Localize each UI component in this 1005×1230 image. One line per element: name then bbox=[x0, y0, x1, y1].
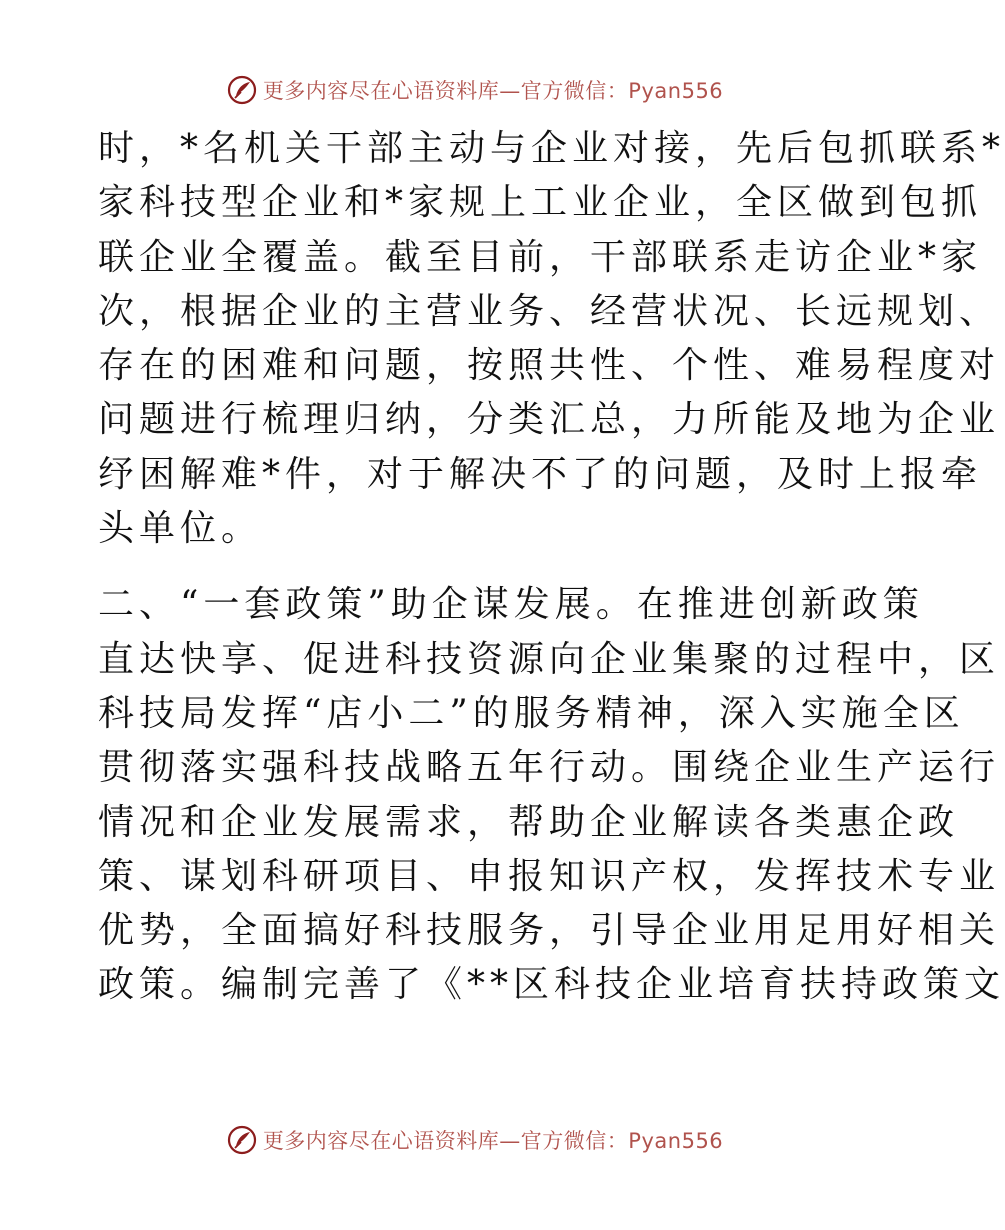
footer-banner bbox=[0, 1120, 950, 1160]
text-line: 直达快享、促进科技资源向企业集聚的过程中，区 bbox=[98, 638, 1001, 680]
brand-logo-icon bbox=[227, 1125, 257, 1155]
paragraph bbox=[98, 578, 1005, 1012]
text-line: 头单位。 bbox=[98, 508, 263, 550]
text-line: 联企业全覆盖。截至目前，干部联系走访企业*家 bbox=[98, 236, 983, 278]
text-line: 二、“一套政策”助企谋发展。在推进创新政策 bbox=[98, 584, 924, 626]
text-line: 存在的困难和问题，按照共性、个性、难易程度对 bbox=[98, 345, 1001, 387]
header-banner bbox=[0, 70, 950, 110]
document-body bbox=[98, 122, 1005, 1013]
footer-banner-text: 更多内容尽在心语资料库—官方微信：Pyan556 bbox=[262, 1129, 724, 1153]
text-line: 情况和企业发展需求，帮助企业解读各类惠企政 bbox=[98, 801, 960, 843]
text-line: 家科技型企业和*家规上工业企业，全区做到包抓 bbox=[98, 182, 983, 224]
text-line: 问题进行梳理归纳，分类汇总，力所能及地为企业 bbox=[98, 399, 1001, 441]
text-line: 时，*名机关干部主动与企业对接，先后包抓联系* bbox=[98, 128, 1005, 169]
text-line: 策、谋划科研项目、申报知识产权，发挥技术专业 bbox=[98, 855, 1001, 897]
text-line: 贯彻落实强科技战略五年行动。围绕企业生产运行 bbox=[98, 747, 1001, 789]
text-line: 优势，全面搞好科技服务，引导企业用足用好相关 bbox=[98, 910, 1001, 952]
header-banner-text: 更多内容尽在心语资料库—官方微信：Pyan556 bbox=[262, 79, 724, 103]
brand-logo-icon bbox=[227, 75, 257, 105]
text-line: 政策。编制完善了《**区科技企业培育扶持政策文 bbox=[98, 964, 1005, 1006]
text-line: 纾困解难*件，对于解决不了的问题，及时上报牵 bbox=[98, 453, 983, 495]
text-line: 次，根据企业的主营业务、经营状况、长远规划、 bbox=[98, 290, 1001, 332]
text-line: 科技局发挥“店小二”的服务精神，深入实施全区 bbox=[98, 692, 965, 734]
paragraph bbox=[98, 122, 1005, 556]
